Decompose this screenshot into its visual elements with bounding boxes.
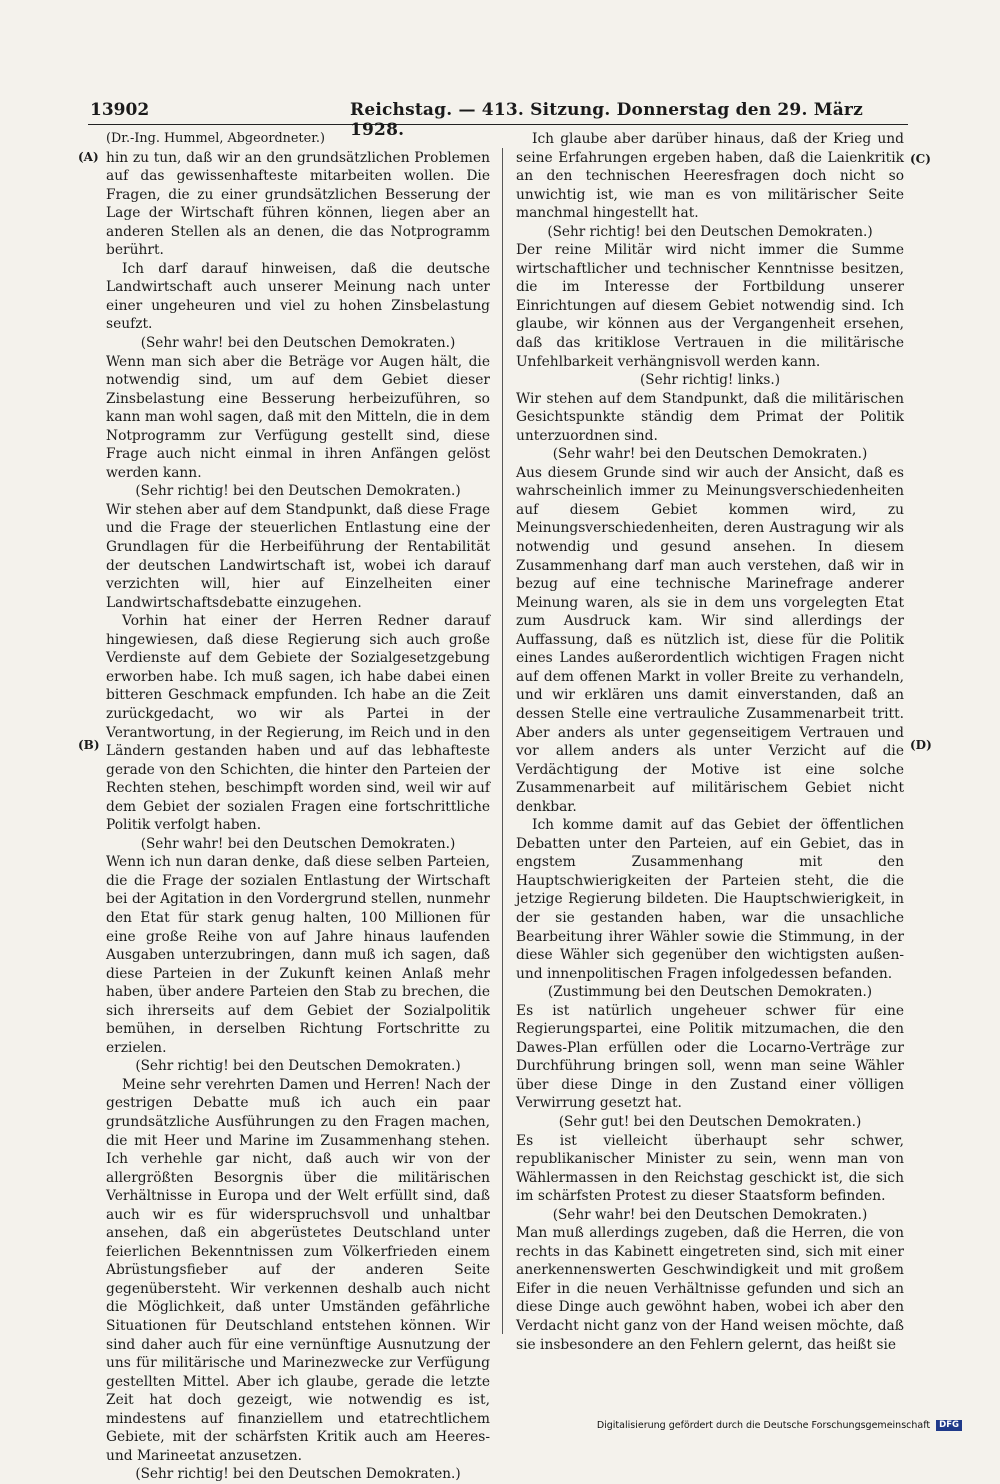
paragraph: Wir stehen auf dem Standpunkt, daß die militärischen Gesichtspunkte ständig dem Primat der Politik unterzuordnen sind.	[516, 390, 904, 444]
margin-mark-b: (B)	[78, 738, 100, 752]
paragraph: Vorhin hat einer der Herren Redner darauf hingewiesen, daß diese Regierung sich auch große Verdienste auf dem Gebiete der Sozialgesetzgebung erworben habe. Ich muß sagen, ich habe dabei einen bitteren Geschmack empfunden. Ich habe an die Zeit zurückgedacht, wo wir als Partei in der Verantwortung, in der Regierung, im Reich und in den Ländern gestanden haben und auf das lebhafteste gerade von den Schichten, die hinter den Parteien der Rechten stehen, beschimpft worden sind, weil wir auf dem Gebiet der sozialen Fragen eine fortschrittliche Politik verfolgt haben.	[106, 613, 490, 834]
paragraph: Wenn man sich aber die Beträge vor Augen hält, die notwendig sind, um auf dem Gebiet dieser Zinsbelastung eine Besserung herbeizuführen, so kann man wohl sagen, daß mit den Mitteln, die in dem Notprogramm zur Verfügung gestellt sind, diese Frage auch nicht einmal in ihren Anfängen gelöst werden kann.	[106, 353, 490, 481]
page-title: Reichstag. — 413. Sitzung. Donnerstag den 29. März 1928.	[350, 100, 863, 140]
interjection: (Sehr richtig! bei den Deutschen Demokraten.)	[135, 1058, 461, 1075]
paragraph: Ich glaube aber darüber hinaus, daß der Krieg und seine Erfahrungen ergeben haben, daß die Laienkritik an den technischen Heeresfragen doch nicht so unwichtig ist, wie man es von militärischer Seite manchmal hingestellt hat.	[516, 131, 904, 222]
interjection: (Sehr wahr! bei den Deutschen Demokraten.)	[552, 1206, 868, 1223]
right-column	[516, 130, 904, 1354]
interjection: (Sehr richtig! bei den Deutschen Demokraten.)	[547, 223, 873, 240]
footer-text: Digitalisierung gefördert durch die Deutsche Forschungsgemeinschaft	[596, 1420, 931, 1431]
paragraph: Ich darf darauf hinweisen, daß die deutsche Landwirtschaft auch unserer Meinung nach unter einer ungeheuren und viel zu hohen Zinsbelastung seufzt.	[106, 260, 490, 333]
interjection: (Sehr wahr! bei den Deutschen Demokraten.)	[140, 335, 456, 352]
paragraph: Ich komme damit auf das Gebiet der öffentlichen Debatten unter den Parteien, auf ein Gebiet, das in engstem Zusammenhang mit den Hauptschwierigkeiten der Parteien steht, die die jetzige Regierung bildeten. Die Hauptschwierigkeit, in der sie gestanden haben, war die unsachliche Bearbeitung ihrer Wähler sowie die Stimmung, in der diese Wähler sich gegenüber den wichtigsten außen- und innenpolitischen Fragen infolgedessen befanden.	[516, 817, 904, 982]
paragraph: Wir stehen aber auf dem Standpunkt, daß diese Frage und die Frage der steuerlichen Entlastung eine der Grundlagen für die Herbeiführung der Rentabilität der deutschen Landwirtschaft ist, wobei ich darauf verzichten will, hier auf Einzelheiten einer Landwirtschaftsdebatte einzugehen.	[106, 501, 490, 611]
interjection: (Sehr richtig! bei den Deutschen Demokraten.)	[135, 483, 461, 500]
paragraph: Der reine Militär wird nicht immer die Summe wirtschaftlicher und technischer Kenntnisse besitzen, die im Interesse der Fortbildung unserer Einrichtungen auf diesem Gebiet notwendig sind. Ich glaube, wir können aus der Vergangenheit ersehen, daß das kritiklose Vertrauen in die militärische Unfehlbarkeit verhängnisvoll werden kann.	[516, 242, 904, 370]
paragraph: Es ist natürlich ungeheuer schwer für eine Regierungspartei, eine Politik mitzumachen, die den Dawes-Plan erfüllen oder die Locarno-Verträge zur Durchführung bringen soll, wenn man seine Wähler über diese Dinge in den Zustand einer völligen Verwirrung gesetzt hat.	[516, 1002, 904, 1112]
margin-mark-c: (C)	[910, 152, 931, 166]
interjection: (Sehr richtig! bei den Deutschen Demokraten.)	[135, 1466, 461, 1483]
page-number: 13902	[90, 100, 150, 120]
interjection: (Sehr gut! bei den Deutschen Demokraten.)	[558, 1113, 862, 1130]
interjection: (Zustimmung bei den Deutschen Demokraten.)	[547, 984, 873, 1001]
column-divider	[502, 148, 503, 1334]
interjection: (Sehr richtig! links.)	[639, 372, 781, 389]
footer	[597, 1420, 962, 1431]
interjection: (Sehr wahr! bei den Deutschen Demokraten.)	[140, 835, 456, 852]
dfg-logo: DFG	[936, 1420, 962, 1431]
paragraph: hin zu tun, daß wir an den grundsätzlichen Problemen auf das gewissenhafteste mitarbeiten wollen. Die Fragen, die zu einer grundsätzlichen Besserung der Lage der Wirtschaft führen können, liegen aber an anderen Stellen als an denen, die das Notprogramm berührt.	[106, 149, 490, 259]
paragraph: Wenn ich nun daran denke, daß diese selben Parteien, die die Frage der sozialen Entlastung der Wirtschaft bei der Agitation in den Vordergrund stellen, nunmehr den Etat für stark genug halten, 100 Millionen für eine große Reihe von auf Jahre hinaus laufenden Ausgaben unterzubringen, dann muß ich sagen, daß diese Parteien in der Zukunft keinen Anlaß mehr haben, über andere Parteien den Stab zu brechen, die sich ihrerseits auf dem Gebiet der Sozialpolitik bemühen, in derselben Richtung Fortschritte zu erzielen.	[106, 854, 490, 1056]
interjection: (Sehr wahr! bei den Deutschen Demokraten.)	[552, 446, 868, 463]
margin-mark-d: (D)	[910, 738, 932, 752]
paragraph: Man muß allerdings zugeben, daß die Herren, die von rechts in das Kabinett eingetreten sind, sich mit einer anerkennenswerten Geschwindigkeit und mit großem Eifer in die neuen Verhältnisse gefunden und sich an diese Dinge auch gewöhnt haben, wobei ich aber den Verdacht nicht ganz von der Hand weisen möchte, daß sie insbesondere an den Fehlern gelernt, das heißt sie	[516, 1225, 904, 1353]
speaker-line: (Dr.-Ing. Hummel, Abgeordneter.)	[106, 131, 325, 146]
paragraph: Meine sehr verehrten Damen und Herren! Nach der gestrigen Debatte muß ich auch ein paar grundsätzliche Ausführungen zu den Fragen machen, die mit Heer und Marine im Zusammenhang stehen. Ich verhehle gar nicht, daß auch wir von der allergrößten Besorgnis über die militärischen Verhältnisse in Europa und der Welt erfüllt sind, daß auch wir es für widerspruchsvoll und unhaltbar ansehen, daß ein abgerüstetes Deutschland unter feierlichen Bekenntnissen zum Völkerfrieden einem Abrüstungsfieber auf der anderen Seite gegenübersteht. Wir verkennen deshalb auch nicht die Möglichkeit, daß unter Umständen gefährliche Situationen für Deutschland entstehen können. Wir sind daher auch für eine vernünftige Ausnutzung der uns für militärische und Marinezwecke zur Verfügung gestellten Mittel. Aber ich glaube, gerade die letzte Zeit hat doch gezeigt, wie notwendig es ist, mindestens auf finanziellem und etatrechtlichem Gebiete, mit der schärfsten Kritik auch am Heeres- und Marineetat anzusetzen.	[106, 1076, 490, 1464]
paragraph: Es ist vielleicht überhaupt sehr schwer, republikanischer Minister zu sein, wenn man von Wählermassen in den Reichstag geschickt ist, die sich im schärfsten Protest zu dieser Staatsform befinden.	[516, 1132, 904, 1205]
paragraph: Aus diesem Grunde sind wir auch der Ansicht, daß es wahrscheinlich immer zu Meinungsverschiedenheiten auf diesem Gebiet kommen wird, zu Meinungsverschiedenheiten, deren Austragung wir als notwendig und gesund ansehen. In diesem Zusammenhang darf man auch verstehen, daß wir in bezug auf eine technische Marinefrage anderer Meinung waren, als sie in dem uns vorgelegten Etat zum Ausdruck kam. Wir sind allerdings der Auffassung, daß es nützlich ist, diese für die Politik eines Landes außerordentlich wichtigen Fragen nicht auf dem offenen Markt in voller Breite zu verhandeln, und wir erklären uns damit einverstanden, daß an dessen Stelle eine vertrauliche Zusammenarbeit tritt. Aber anders als unter gegenseitigem Vertrauen und vor allem anders als unter Verzicht auf die Verdächtigung der Motive ist eine solche Zusammenarbeit auf militärischem Gebiet nicht denkbar.	[516, 464, 904, 815]
left-column	[106, 130, 490, 1484]
margin-mark-a: (A)	[78, 150, 99, 164]
